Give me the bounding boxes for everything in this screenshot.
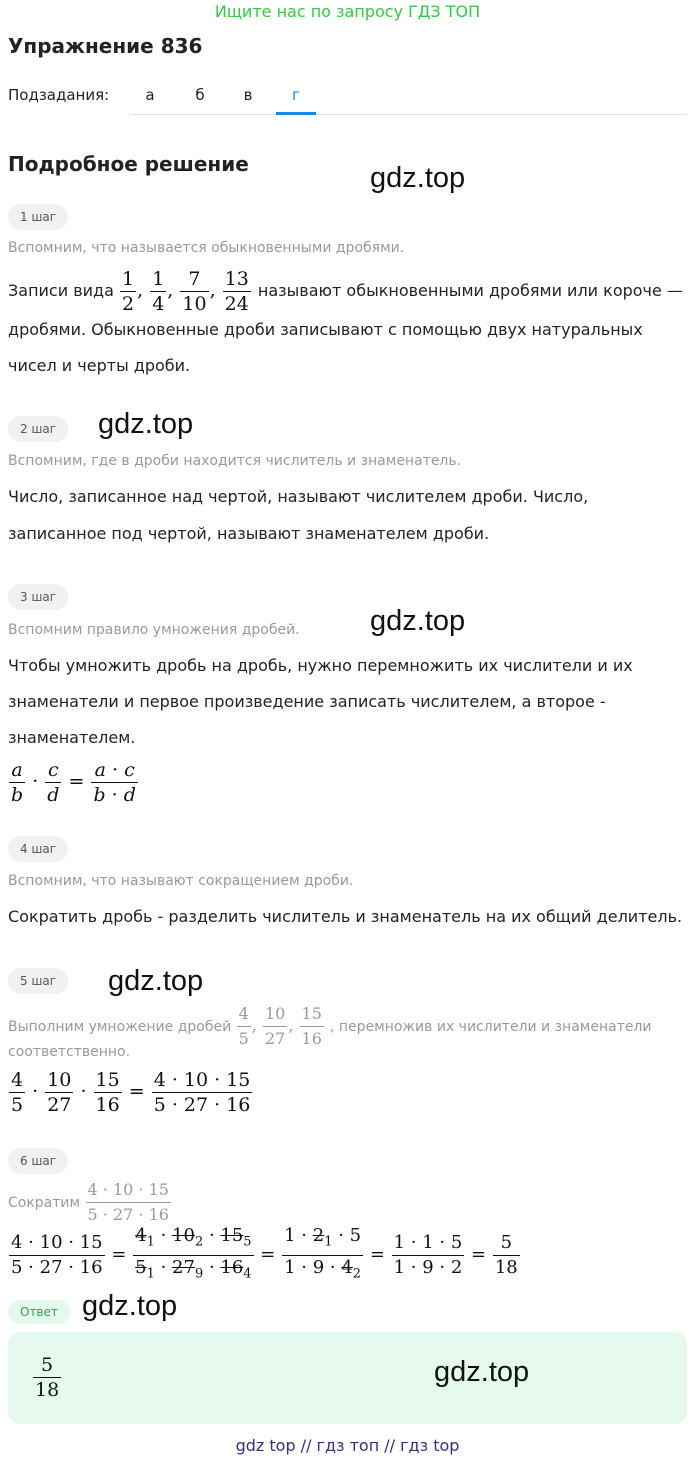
subtasks-label: Подзадания: bbox=[8, 86, 110, 104]
formula-reduce: $\frac{4 \cdot 10 \cdot 15}{5 \cdot 27 \cdot 16}$ = $\frac{4_1 \cdot 10_2 \cdot 15_5}{5_1 \cdot 27_9 \cdot 16_4}$ = $\frac{1 \cdot 2_1 \cdot 5}{1 \cdot 9 \cdot 4_2}$ = $\frac{1 \cdot 1 \cdot 5}{1 \cdot 9 \cdot 2}$ = $\frac{5}{18}$ bbox=[11, 1225, 518, 1282]
step-text-b: дробями. Обыкновенные дроби записывают с помощью двух натуральных bbox=[8, 320, 643, 339]
step-text bbox=[8, 262, 688, 319]
step-hint bbox=[8, 1178, 172, 1227]
tab-v[interactable]: в bbox=[243, 86, 253, 104]
solution-heading: Подробное решение bbox=[8, 152, 249, 176]
step-text-c: знаменателем. bbox=[8, 728, 136, 747]
step-hint: Вспомним правило умножения дробей. bbox=[8, 622, 300, 638]
hint-fractions: $\frac{4}{5}$ , $\frac{10}{27}$ , $\frac{15}{16}$ bbox=[238, 1004, 322, 1048]
watermark: gdz.top bbox=[370, 162, 466, 194]
hint-fraction: $\frac{4 \cdot 10 \cdot 15}{5 \cdot 27 \cdot 16}$ bbox=[87, 1180, 169, 1224]
step-hint-b: , перемножив их числители и знаменатели bbox=[329, 1019, 652, 1035]
step-hint-c: соответственно. bbox=[8, 1044, 131, 1060]
step-text-a: Сократить дробь - разделить числитель и знаменатель на их общий делитель. bbox=[8, 907, 683, 926]
step-badge: 4 шаг bbox=[8, 836, 68, 862]
step-hint-a: Сократим bbox=[8, 1195, 81, 1211]
tab-a[interactable]: а bbox=[145, 86, 155, 104]
step-text-a: называют обыкновенными дробями или короче — bbox=[257, 281, 683, 300]
watermark: gdz.top bbox=[82, 1290, 178, 1322]
step-badge: 5 шаг bbox=[8, 968, 68, 994]
step-text-b: знаменатели и первое произведение записать числителем, а второе - bbox=[8, 692, 606, 711]
step-hint: Вспомним, что называют сокращением дроби. bbox=[8, 873, 354, 889]
step-badge: 3 шаг bbox=[8, 584, 68, 610]
step-text-c: чисел и черты дроби. bbox=[8, 356, 191, 375]
step-text-b: записанное под чертой, называют знаменателем дроби. bbox=[8, 524, 490, 543]
step-hint-a: Выполним умножение дробей bbox=[8, 1019, 232, 1035]
answer-fraction bbox=[32, 1353, 62, 1402]
step-text-a: Число, записанное над чертой, называют числителем дроби. Число, bbox=[8, 487, 589, 506]
step-hint: Вспомним, что называется обыкновенными дробями. bbox=[8, 240, 405, 256]
tab-b[interactable]: б bbox=[195, 86, 205, 104]
page-title: Упражнение 836 bbox=[8, 34, 203, 58]
step-text-a: Чтобы умножить дробь на дробь, нужно перемножить их числители и их bbox=[8, 656, 633, 675]
search-banner: Ищите нас по запросу ГДЗ ТОП bbox=[214, 2, 481, 21]
tab-g[interactable]: г bbox=[292, 86, 300, 104]
tab-active-indicator bbox=[276, 112, 316, 115]
formula-multiply: $\frac{a}{b}$ · $\frac{c}{d}$ = $\frac{a \cdot c}{b \cdot d}$ bbox=[11, 759, 136, 806]
step-badge: 6 шаг bbox=[8, 1148, 68, 1174]
answer-badge: Ответ bbox=[8, 1300, 70, 1324]
tabs-divider bbox=[130, 114, 687, 115]
step-text-lead: Записи вида bbox=[8, 281, 114, 300]
step-badge: 2 шаг bbox=[8, 416, 68, 442]
answer-box bbox=[8, 1332, 687, 1424]
footer-links[interactable]: gdz top // гдз топ // гдз top bbox=[235, 1436, 460, 1455]
answer-denominator: 18 bbox=[35, 1379, 60, 1401]
formula-product: $\frac{4}{5}$ · $\frac{10}{27}$ · $\frac{15}{16}$ = $\frac{4 \cdot 10 \cdot 15}{5 \cdot 27 \cdot 16}$ bbox=[11, 1069, 251, 1116]
fraction-examples: $\frac{1}{2}$ , $\frac{1}{4}$ , $\frac{7}{10}$ , $\frac{13}{24}$ bbox=[122, 267, 249, 315]
step-badge: 1 шаг bbox=[8, 204, 68, 230]
answer-numerator: 5 bbox=[33, 1353, 61, 1378]
watermark: gdz.top bbox=[98, 408, 194, 440]
step-hint: Вспомним, где в дроби находится числитель и знаменатель. bbox=[8, 453, 462, 469]
watermark: gdz.top bbox=[108, 965, 204, 997]
watermark: gdz.top bbox=[434, 1356, 530, 1388]
watermark: gdz.top bbox=[370, 605, 466, 637]
